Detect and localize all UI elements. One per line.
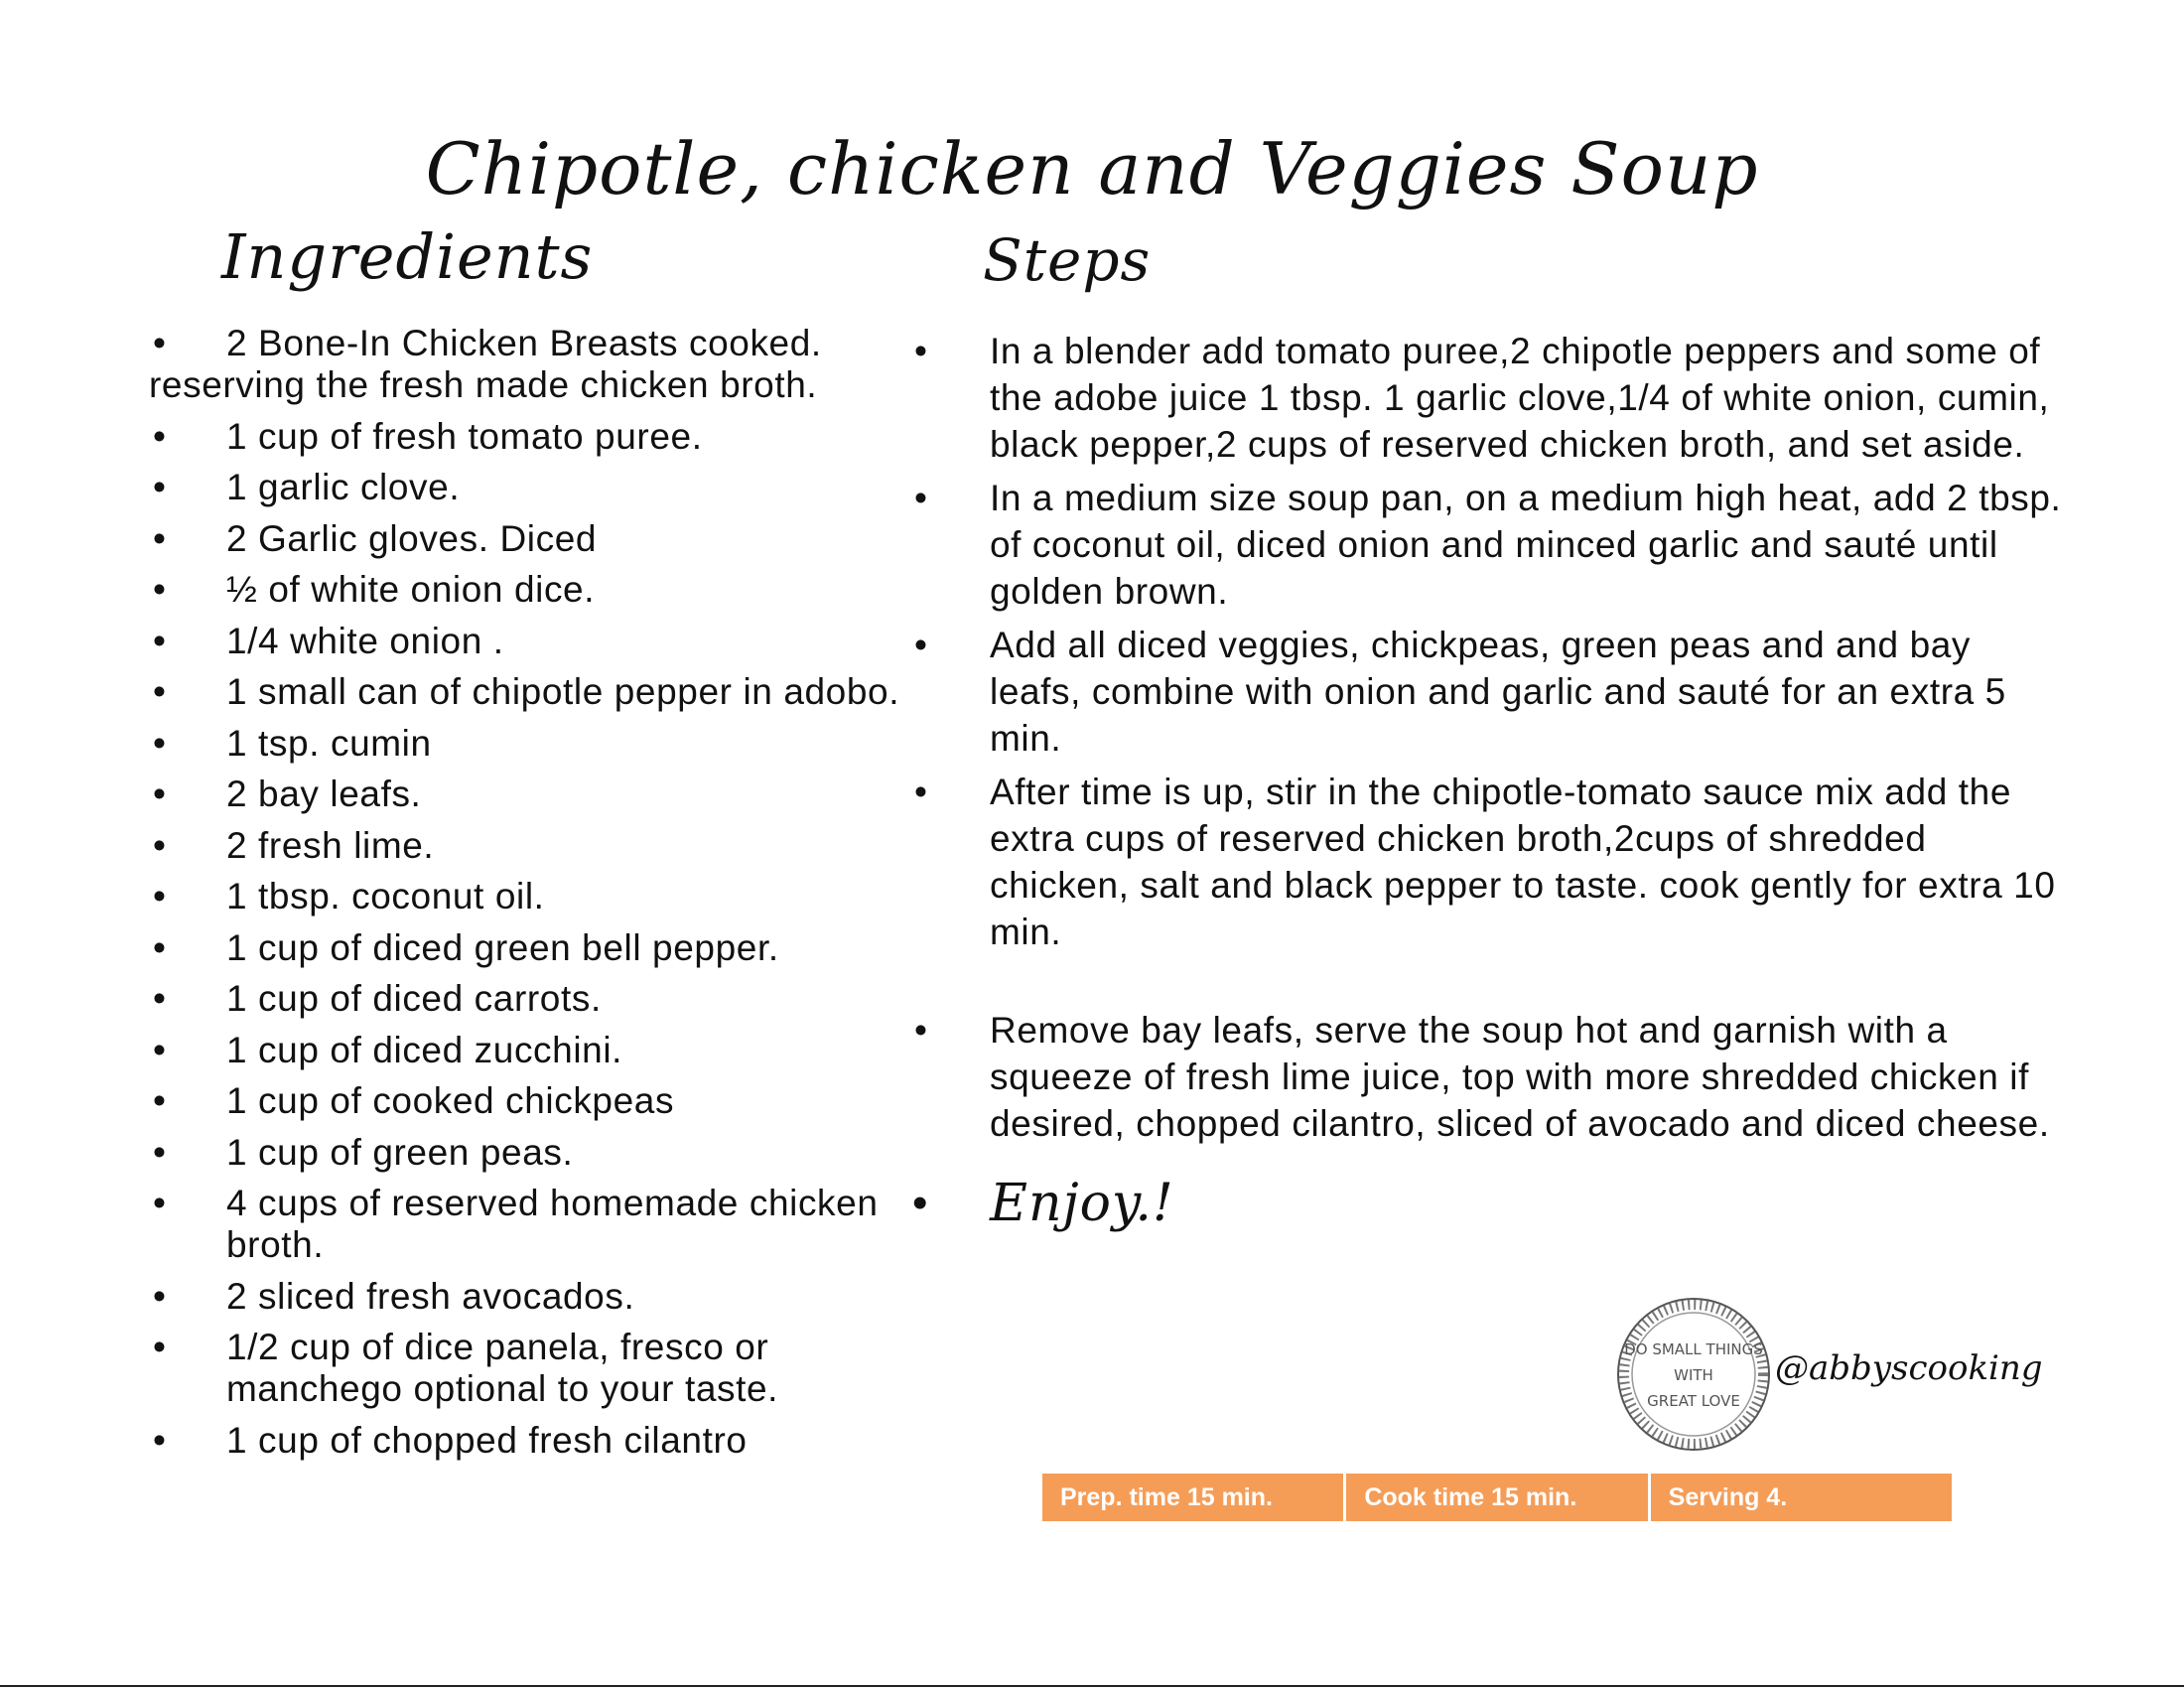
list-item (149, 876, 903, 917)
ingredient-text: 1 tbsp. coconut oil. (226, 876, 545, 916)
list-item (149, 1276, 903, 1318)
ingredient-text: 1 cup of cooked chickpeas (226, 1080, 675, 1121)
ingredient-text: 1 tsp. cumin (226, 722, 432, 764)
step-item (910, 769, 2062, 955)
bullet-icon: • (153, 1419, 167, 1461)
bullet-icon: • (153, 415, 167, 457)
step-text: In a medium size soup pan, on a medium high heat, add 2 tbsp. of coconut oil, diced onion and minced garlic and sauté until golden brown. (990, 478, 2062, 612)
bullet-icon: • (153, 671, 167, 712)
bullet-icon: • (153, 517, 167, 559)
ingredients-list (149, 323, 903, 1471)
ingredient-text: 2 Garlic gloves. Diced (226, 517, 598, 559)
ingredient-text: 1 cup of fresh tomato puree. (226, 415, 703, 457)
bullet-icon: • (153, 1183, 167, 1223)
step-item (910, 1007, 2062, 1147)
ingredient-first-line (149, 323, 903, 364)
bullet-icon: • (153, 774, 167, 814)
list-item (149, 671, 903, 713)
logo-text-line1: DO SMALL THINGS (1624, 1340, 1763, 1358)
list-item (149, 1080, 903, 1122)
ingredients-heading: Ingredients (221, 220, 594, 293)
list-item (149, 1327, 903, 1410)
bullet-icon: • (153, 1029, 167, 1070)
bullet-icon: • (153, 978, 167, 1019)
bullet-icon: • (153, 722, 167, 764)
list-item (149, 467, 903, 508)
ingredient-text: 1 garlic clove. (226, 467, 461, 507)
ingredient-text: 2 bay leafs. (226, 774, 422, 814)
ingredient-items (149, 416, 903, 1462)
list-item (149, 621, 903, 662)
list-item (149, 1030, 903, 1071)
ingredient-text: 1 cup of diced green bell pepper. (226, 926, 779, 968)
bullet-icon: • (914, 331, 928, 371)
list-item (149, 1183, 903, 1266)
ingredient-text: 1 cup of green peas. (226, 1131, 574, 1173)
step-text: After time is up, stir in the chipotle-tomato sauce mix add the extra cups of reserved chicken broth,2cups of shredded chicken, salt and black pepper to taste. cook gently for extra 10 min. (990, 772, 2056, 952)
ingredient-text: 1/4 white onion . (226, 620, 504, 661)
bullet-icon: • (153, 876, 167, 916)
ingredient-continuation: reserving the fresh made chicken broth. (149, 364, 818, 405)
list-item (149, 927, 903, 969)
bullet-icon: • (914, 772, 928, 812)
bullet-icon: • (153, 467, 167, 507)
bullet-icon: • (914, 478, 928, 518)
list-item (149, 825, 903, 867)
ingredient-text: 4 cups of reserved homemade chicken broth. (226, 1183, 879, 1265)
ingredient-text: 1/2 cup of dice panela, fresco or manchego optional to your taste. (226, 1327, 779, 1409)
page-bottom-divider (0, 1685, 2184, 1687)
bullet-icon: • (914, 1010, 928, 1051)
bullet-icon: • (153, 1080, 167, 1121)
enjoy-item (910, 1169, 2062, 1238)
step-item (910, 475, 2062, 615)
recipe-title: Chipotle, chicken and Veggies Soup (425, 127, 1759, 211)
list-item (149, 1132, 903, 1174)
prep-time: Prep. time 15 min. (1042, 1474, 1343, 1521)
ingredient-text: ½ of white onion dice. (226, 569, 596, 610)
list-item (149, 774, 903, 815)
list-item (149, 518, 903, 560)
bullet-icon: • (153, 620, 167, 661)
bullet-icon: • (153, 926, 167, 968)
bullet-icon: • (912, 1179, 929, 1227)
bullet-icon: • (153, 1275, 167, 1317)
step-text: Remove bay leafs, serve the soup hot and garnish with a squeeze of fresh lime juice, top with more shredded chicken if desired, chopped cilantro, sliced of avocado and diced cheese. (990, 1010, 2050, 1144)
bullet-icon: • (153, 1131, 167, 1173)
cook-time: Cook time 15 min. (1343, 1474, 1647, 1521)
bullet-icon: • (153, 824, 167, 866)
steps-list (910, 328, 2062, 1245)
ingredient-text: 1 cup of chopped fresh cilantro (226, 1419, 748, 1461)
bullet-icon: • (153, 1327, 167, 1367)
recipe-info-bar (1042, 1474, 1952, 1521)
step-text: Add all diced veggies, chickpeas, green peas and and bay leafs, combine with onion and garlic and sauté for an extra 5 min. (990, 625, 2006, 759)
ingredient-text: 2 fresh lime. (226, 824, 435, 866)
step-item (910, 622, 2062, 762)
list-item (149, 723, 903, 765)
logo-text-line3: GREAT LOVE (1647, 1392, 1740, 1410)
logo-text-line2: WITH (1674, 1366, 1713, 1384)
wreath-logo-icon (1610, 1291, 1777, 1458)
bullet-icon: • (153, 569, 167, 610)
bullet-icon: • (914, 625, 928, 665)
social-handle: @abbyscooking (1775, 1348, 2043, 1388)
servings: Serving 4. (1648, 1474, 1952, 1521)
list-item (149, 978, 903, 1020)
ingredient-text: 2 sliced fresh avocados. (226, 1275, 635, 1317)
ingredient-text: 1 small can of chipotle pepper in adobo. (226, 671, 900, 712)
list-item (149, 1420, 903, 1462)
step-text: In a blender add tomato puree,2 chipotle peppers and some of the adobe juice 1 tbsp. 1 garlic clove,1/4 of white onion, cumin, black pepper,2 cups of reserved chicken broth, and set aside. (990, 331, 2050, 465)
ingredient-text: 1 cup of diced carrots. (226, 978, 602, 1019)
step-item (910, 328, 2062, 468)
bullet-icon: • (153, 323, 167, 363)
list-item (149, 569, 903, 611)
ingredient-text: 2 Bone-In Chicken Breasts cooked. (226, 323, 822, 363)
ingredient-first-item (149, 323, 903, 406)
list-item (149, 416, 903, 458)
enjoy-text: Enjoy.! (990, 1174, 1174, 1233)
steps-heading: Steps (983, 226, 1152, 294)
ingredient-text: 1 cup of diced zucchini. (226, 1029, 623, 1070)
